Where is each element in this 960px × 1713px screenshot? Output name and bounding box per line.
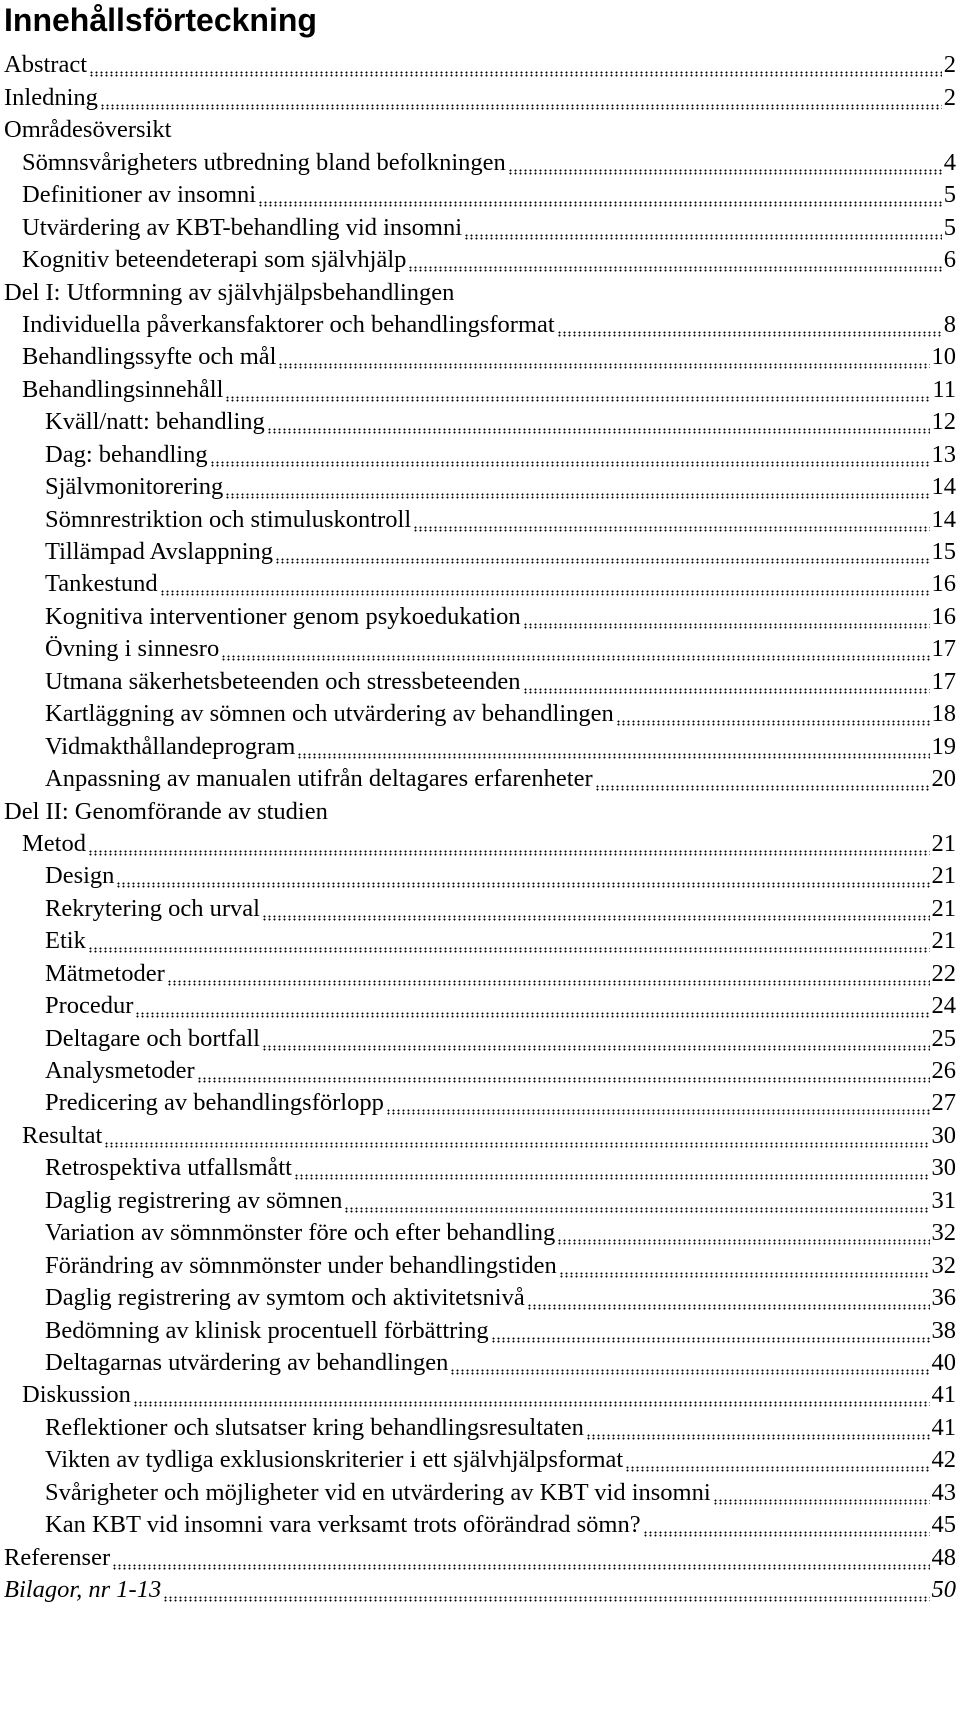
dot-leader xyxy=(100,104,942,110)
toc-entry-label: Behandlingssyfte och mål xyxy=(22,343,277,371)
toc-entry[interactable] xyxy=(0,1442,960,1474)
toc-entry-label: Retrospektiva utfallsmått xyxy=(45,1154,292,1182)
toc-entry-label: Sömnsvårigheters utbredning bland befolkningen xyxy=(22,148,506,176)
toc-entry-label: Behandlingsinnehåll xyxy=(22,375,224,403)
toc-entry-page-number: 22 xyxy=(931,959,956,987)
toc-entry[interactable] xyxy=(0,274,960,306)
toc-entry-page-number: 15 xyxy=(931,538,956,565)
toc-entry-label: Rekrytering och urval xyxy=(45,894,260,922)
toc-entries xyxy=(0,47,960,1604)
toc-entry[interactable] xyxy=(0,1280,960,1312)
toc-entry[interactable] xyxy=(0,1474,960,1506)
toc-entry[interactable] xyxy=(0,955,960,987)
toc-entry-page-number: 2 xyxy=(943,51,956,79)
dot-leader xyxy=(262,1045,930,1051)
dot-leader xyxy=(413,526,929,532)
dot-leader xyxy=(523,623,930,629)
page-title: Innehållsförteckning xyxy=(4,2,317,38)
toc-entry-page-number: 5 xyxy=(943,181,956,209)
dot-leader xyxy=(713,1499,930,1505)
dot-leader xyxy=(408,266,941,272)
toc-entry-page-number: 2 xyxy=(943,83,956,111)
toc-entry-page-number: 40 xyxy=(931,1348,956,1376)
dot-leader xyxy=(116,882,929,888)
dot-leader xyxy=(104,1142,929,1148)
toc-entry-label: Vikten av tydliga exklusionskriterier i ett självhjälpsformat xyxy=(45,1446,624,1474)
toc-entry[interactable] xyxy=(0,1539,960,1571)
toc-entry[interactable] xyxy=(0,469,960,501)
toc-entry-page-number: 48 xyxy=(931,1543,956,1571)
toc-entry-page-number: 17 xyxy=(931,667,956,695)
dot-leader xyxy=(278,363,929,369)
toc-entry-label: Vidmakthållandeprogram xyxy=(45,732,296,760)
toc-entry-label: Kognitiva interventioner genom psykoedukation xyxy=(45,602,521,630)
toc-entry[interactable] xyxy=(0,1377,960,1409)
toc-entry[interactable] xyxy=(0,826,960,858)
dot-leader xyxy=(294,1174,930,1180)
dot-leader xyxy=(163,1596,929,1602)
toc-entry-label: Deltagare och bortfall xyxy=(45,1024,260,1052)
dot-leader xyxy=(135,1012,929,1018)
toc-entry-page-number: 16 xyxy=(931,602,956,630)
toc-entry[interactable] xyxy=(0,371,960,403)
toc-entry[interactable] xyxy=(0,761,960,793)
dot-leader xyxy=(167,980,930,986)
toc-entry[interactable] xyxy=(0,1085,960,1117)
toc-entry-page-number: 25 xyxy=(931,1024,956,1052)
toc-entry[interactable] xyxy=(0,79,960,111)
toc-entry-label: Analysmetoder xyxy=(45,1057,195,1084)
toc-entry-label: Metod xyxy=(22,829,86,857)
toc-entry-page-number: 41 xyxy=(931,1381,956,1409)
toc-entry-page-number: 45 xyxy=(931,1511,956,1539)
toc-entry-page-number: 21 xyxy=(931,927,956,955)
toc-entry[interactable] xyxy=(0,1150,960,1182)
dot-leader xyxy=(221,655,929,661)
toc-entry-label: Daglig registrering av sömnen xyxy=(45,1186,343,1214)
toc-entry-label: Svårigheter och möjligheter vid en utvärdering av KBT vid insomni xyxy=(45,1478,711,1506)
toc-entry-label: Referenser xyxy=(4,1543,111,1571)
toc-entry[interactable] xyxy=(0,1215,960,1247)
toc-entry-page-number: 36 xyxy=(931,1284,956,1312)
toc-entry-label: Kväll/natt: behandling xyxy=(45,408,265,436)
toc-entry[interactable] xyxy=(0,1312,960,1344)
toc-entry[interactable] xyxy=(0,436,960,468)
toc-entry[interactable] xyxy=(0,242,960,274)
dot-leader xyxy=(112,1564,929,1570)
toc-entry-label: Individuella påverkansfaktorer och behandlingsformat xyxy=(22,310,555,338)
dot-leader xyxy=(523,688,930,694)
toc-entry-label: Utvärdering av KBT-behandling vid insomni xyxy=(22,213,463,241)
toc-entry-page-number: 6 xyxy=(943,246,956,274)
toc-entry-label: Variation av sömnmönster före och efter behandling xyxy=(45,1219,556,1247)
toc-entry[interactable] xyxy=(0,1409,960,1441)
toc-entry-label: Utmana säkerhetsbeteenden och stressbeteenden xyxy=(45,667,521,695)
dot-leader xyxy=(450,1369,929,1375)
dot-leader xyxy=(225,396,930,402)
toc-entry[interactable] xyxy=(0,988,960,1020)
toc-entry[interactable] xyxy=(0,1020,960,1052)
toc-entry[interactable] xyxy=(0,858,960,890)
toc-entry-label: Självmonitorering xyxy=(45,473,224,501)
toc-entry-page-number: 50 xyxy=(931,1576,956,1603)
toc-entry-label: Del I: Utformning av självhjälpsbehandlingen xyxy=(4,278,455,306)
toc-entry-label: Procedur xyxy=(45,992,134,1020)
toc-entry-page-number: 14 xyxy=(931,505,956,533)
toc-entry-page-number: 32 xyxy=(931,1219,956,1247)
toc-entry-page-number: 13 xyxy=(931,440,956,468)
toc-entry[interactable] xyxy=(0,209,960,241)
toc-entry-page-number: 10 xyxy=(931,343,956,371)
toc-entry[interactable] xyxy=(0,1247,960,1279)
dot-leader xyxy=(344,1207,929,1213)
toc-entry-page-number: 12 xyxy=(931,408,956,436)
dot-leader xyxy=(160,590,930,596)
toc-entry[interactable] xyxy=(0,1572,960,1604)
toc-entry[interactable] xyxy=(0,534,960,566)
dot-leader xyxy=(527,1304,930,1310)
toc-entry-page-number: 30 xyxy=(931,1154,956,1182)
dot-leader xyxy=(258,201,942,207)
toc-entry[interactable] xyxy=(0,47,960,79)
toc-entry[interactable] xyxy=(0,890,960,922)
dot-leader xyxy=(225,493,929,499)
dot-leader xyxy=(262,915,930,921)
toc-entry-label: Anpassning av manualen utifrån deltagares erfarenheter xyxy=(45,765,593,793)
toc-entry-label: Definitioner av insomni xyxy=(22,181,257,209)
toc-entry-label: Mätmetoder xyxy=(45,959,165,987)
dot-leader xyxy=(616,720,930,726)
dot-leader xyxy=(210,461,930,467)
toc-entry-page-number: 43 xyxy=(931,1478,956,1506)
toc-entry-page-number: 21 xyxy=(931,829,956,857)
toc-entry-label: Övning i sinnesro xyxy=(45,635,220,663)
toc-entry[interactable] xyxy=(0,923,960,955)
toc-entry-label: Etik xyxy=(45,927,86,955)
toc-entry[interactable] xyxy=(0,1182,960,1214)
toc-entry[interactable] xyxy=(0,307,960,339)
toc-entry-page-number: 4 xyxy=(943,148,956,176)
toc-entry[interactable] xyxy=(0,566,960,598)
toc-entry-label: Daglig registrering av symtom och aktivitetsnivå xyxy=(45,1284,525,1312)
toc-entry-page-number: 30 xyxy=(931,1121,956,1149)
toc-entry[interactable] xyxy=(0,1053,960,1085)
toc-entry-page-number: 41 xyxy=(931,1413,956,1441)
toc-entry-label: Reflektioner och slutsatser kring behandlingsresultaten xyxy=(45,1413,584,1441)
toc-entry-page-number: 11 xyxy=(932,375,956,403)
toc-entry[interactable] xyxy=(0,112,960,144)
toc-entry-page-number: 14 xyxy=(931,473,956,501)
toc-entry[interactable] xyxy=(0,696,960,728)
toc-entry-label: Kognitiv beteendeterapi som självhjälp xyxy=(22,246,407,274)
toc-entry-page-number: 21 xyxy=(931,894,956,922)
toc-entry-label: Kan KBT vid insomni vara verksamt trots oförändrad sömn? xyxy=(45,1511,641,1539)
toc-entry-page-number: 19 xyxy=(931,732,956,760)
dot-leader xyxy=(557,1239,929,1245)
toc-entry-page-number: 21 xyxy=(931,862,956,890)
dot-leader xyxy=(508,169,942,175)
toc-entry-page-number: 8 xyxy=(943,310,956,338)
toc-entry[interactable] xyxy=(0,404,960,436)
toc-entry-page-number: 24 xyxy=(931,992,956,1020)
toc-entry[interactable] xyxy=(0,728,960,760)
toc-entry-page-number: 27 xyxy=(931,1089,956,1117)
dot-leader xyxy=(386,1109,930,1115)
toc-entry-label: Design xyxy=(45,862,115,890)
toc-entry-label: Del II: Genomförande av studien xyxy=(4,797,328,825)
toc-entry-page-number: 26 xyxy=(931,1057,956,1084)
toc-entry[interactable] xyxy=(0,598,960,630)
toc-entry-label: Förändring av sömnmönster under behandlingstiden xyxy=(45,1251,557,1279)
toc-entry-page-number: 20 xyxy=(931,765,956,793)
toc-entry[interactable] xyxy=(0,1345,960,1377)
toc-entry[interactable] xyxy=(0,1507,960,1539)
toc-entry[interactable] xyxy=(0,663,960,695)
toc-entry-page-number: 32 xyxy=(931,1251,956,1279)
toc-entry-page-number: 42 xyxy=(931,1446,956,1474)
dot-leader xyxy=(88,947,930,953)
toc-entry-label: Abstract xyxy=(4,51,87,79)
toc-entry-page-number: 18 xyxy=(931,700,956,728)
toc-entry-page-number: 16 xyxy=(931,570,956,598)
toc-entry-label: Diskussion xyxy=(22,1381,131,1409)
dot-leader xyxy=(88,850,930,856)
dot-leader xyxy=(133,1401,930,1407)
toc-entry-label: Bilagor, nr 1-13 xyxy=(4,1576,162,1603)
toc-entry-label: Kartläggning av sömnen och utvärdering av behandlingen xyxy=(45,700,614,728)
toc-entry-page-number: 31 xyxy=(931,1186,956,1214)
toc-entry-label: Områdesöversikt xyxy=(4,116,172,144)
toc-entry[interactable] xyxy=(0,631,960,663)
dot-leader xyxy=(625,1466,929,1472)
toc-entry-label: Tankestund xyxy=(45,570,158,598)
toc-entry-page-number: 17 xyxy=(931,635,956,663)
dot-leader xyxy=(559,1272,930,1278)
toc-entry-label: Predicering av behandlingsförlopp xyxy=(45,1089,384,1117)
dot-leader xyxy=(586,1434,930,1440)
toc-entry-label: Tillämpad Avslappning xyxy=(45,538,274,565)
dot-leader xyxy=(275,558,929,564)
toc-entry[interactable] xyxy=(0,144,960,176)
dot-leader xyxy=(297,753,929,759)
dot-leader xyxy=(557,331,942,337)
toc-entry-label: Bedömning av klinisk procentuell förbättring xyxy=(45,1316,489,1344)
toc-entry[interactable] xyxy=(0,793,960,825)
dot-leader xyxy=(595,785,930,791)
dot-leader xyxy=(491,1337,930,1343)
dot-leader xyxy=(267,428,930,434)
toc-entry-label: Dag: behandling xyxy=(45,440,208,468)
dot-leader xyxy=(89,71,942,77)
toc-entry-label: Inledning xyxy=(4,83,98,111)
toc-entry-label: Sömnrestriktion och stimuluskontroll xyxy=(45,505,412,533)
toc-entry[interactable] xyxy=(0,1117,960,1149)
toc-entry-label: Resultat xyxy=(22,1121,103,1149)
toc-entry[interactable] xyxy=(0,177,960,209)
dot-leader xyxy=(643,1531,930,1537)
dot-leader xyxy=(197,1077,930,1083)
dot-leader xyxy=(464,234,942,240)
toc-entry[interactable] xyxy=(0,339,960,371)
toc-entry[interactable] xyxy=(0,501,960,533)
toc-entry-page-number: 38 xyxy=(931,1316,956,1344)
toc-entry-page-number: 5 xyxy=(943,213,956,241)
toc-entry-label: Deltagarnas utvärdering av behandlingen xyxy=(45,1348,449,1376)
